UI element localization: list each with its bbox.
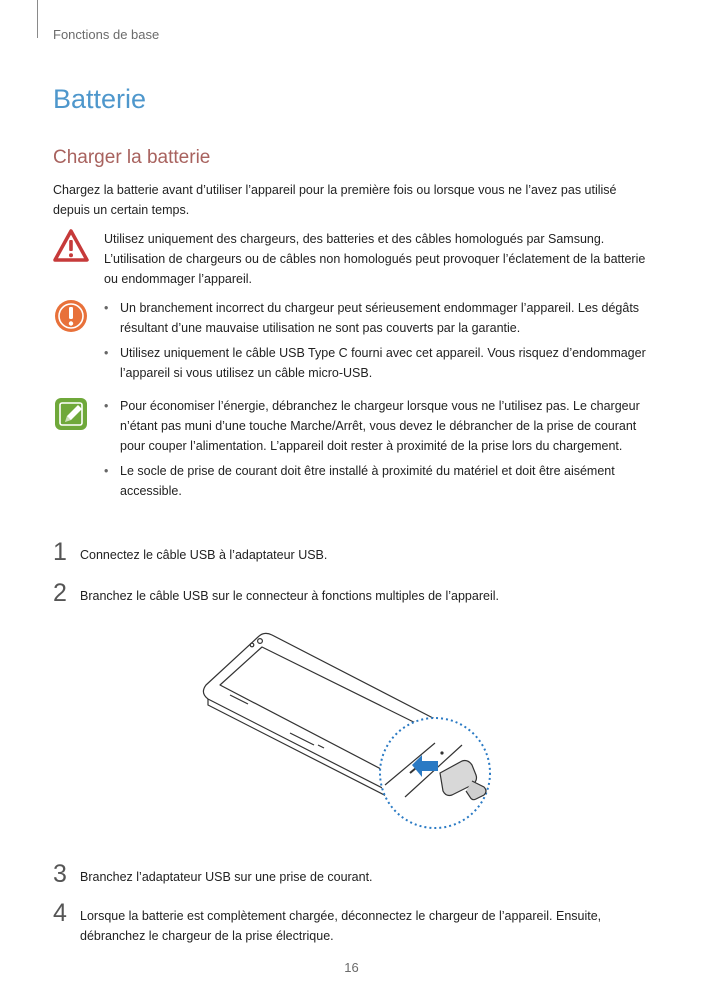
margin-rule	[37, 0, 38, 38]
step-text: Branchez le câble USB sur le connecteur à fonctions multiples de l’appareil.	[80, 589, 499, 603]
caution-list	[104, 298, 653, 383]
step-1	[53, 538, 653, 575]
step-4	[53, 899, 653, 951]
section-title: Charger la batterie	[53, 147, 211, 168]
step-3	[53, 860, 653, 897]
step-number: 2	[53, 579, 67, 607]
warning-text: Utilisez uniquement des chargeurs, des batteries et des câbles homologués par Samsung. L’utilisation de chargeurs ou de câbles non homologués peut provoquer l’éclatement de la batterie ou endommager l’appareil.	[104, 232, 646, 286]
memo-pencil-icon	[53, 396, 89, 437]
step-text: Branchez l’adaptateur USB sur une prise de courant.	[80, 870, 373, 884]
list-item: • Le socle de prise de courant doit être installé à proximité du matériel et doit être aisément accessible.	[104, 464, 615, 498]
step-number: 4	[53, 899, 67, 927]
step-text: Connectez le câble USB à l’adaptateur USB.	[80, 548, 328, 562]
intro-paragraph: Chargez la batterie avant d’utiliser l’appareil pour la première fois ou lorsque vous ne l’avez pas utilisé depuis un certain temps.	[53, 183, 617, 217]
caution-note	[53, 298, 653, 388]
caution-exclamation-icon	[53, 298, 89, 339]
page-title: Batterie	[53, 84, 147, 114]
step-2	[53, 579, 653, 616]
running-head: Fonctions de base	[53, 27, 160, 42]
step-text: Lorsque la batterie est complètement chargée, déconnectez le chargeur de l’appareil. Ensuite, débranchez le chargeur de la prise électrique.	[80, 909, 602, 943]
page-number: 16	[344, 960, 359, 975]
warning-triangle-icon	[53, 229, 89, 268]
tip-list	[104, 396, 653, 501]
step-number: 3	[53, 860, 67, 888]
list-item: • Un branchement incorrect du chargeur peut sérieusement endommager l’appareil. Les dégâts résultant d’une mauvaise utilisation ne sont pas couverts par la garantie.	[104, 301, 640, 335]
tip-note	[53, 396, 653, 521]
charging-illustration	[200, 615, 500, 850]
list-item: • Pour économiser l’énergie, débranchez le chargeur lorsque vous ne l’utilisez pas. Le chargeur n’étant pas muni d’une touche Marche/Arrêt, vous devez le débrancher de la prise de courant pour couper l’alimentation. L’appareil doit rester à proximité de la prise lors du chargement.	[104, 399, 640, 453]
step-number: 1	[53, 538, 67, 566]
list-item: • Utilisez uniquement le câble USB Type C fourni avec cet appareil. Vous risquez d’endommager l’appareil si vous utilisez un câble micro-USB.	[104, 346, 646, 380]
warning-note	[53, 229, 653, 289]
